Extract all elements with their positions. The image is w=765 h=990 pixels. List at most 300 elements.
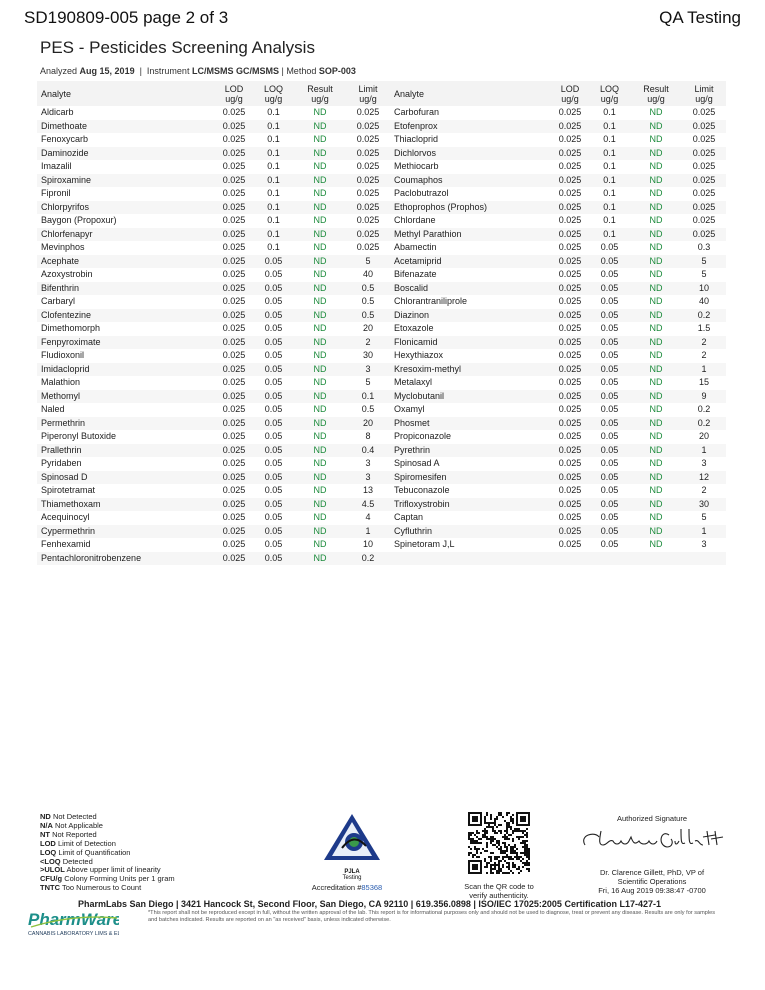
cell-limit: 2: [346, 336, 390, 350]
cell-loq: 0.05: [253, 363, 294, 377]
cell-lod: 0.025: [222, 539, 246, 549]
cell-limit: 0.025: [346, 201, 390, 215]
table-row: [37, 511, 726, 525]
table-row: [37, 282, 726, 296]
page-title: PES - Pesticides Screening Analysis: [40, 38, 315, 57]
cell-loq: 0.05: [589, 282, 630, 296]
cell-result: ND: [649, 215, 663, 225]
cell-loq: 0.1: [603, 215, 616, 225]
table-row: [37, 390, 726, 404]
table-row: [37, 484, 726, 498]
report-id: SD190809-005 page 2 of 3: [24, 8, 229, 27]
cell-loq: 0.1: [603, 188, 616, 198]
cell-loq: 0.05: [264, 539, 283, 549]
legend-item: LOQ Limit of Quantification: [40, 847, 131, 857]
cell-limit: 12: [682, 471, 726, 485]
cell-analyte: Metalaxyl: [394, 377, 433, 387]
cell-result: ND: [294, 309, 346, 323]
cell-analyte: Spiroxamine: [37, 174, 215, 188]
cell-result: ND: [313, 107, 327, 117]
table-row: [37, 201, 726, 215]
cell-analyte: Myclobutanil: [390, 390, 551, 404]
cell-limit: 0.2: [346, 552, 390, 566]
cell-result: ND: [313, 458, 327, 468]
col-analyte: Analyte: [37, 81, 215, 106]
cell-loq: 0.1: [253, 174, 294, 188]
lab-name: QA Testing: [659, 8, 741, 27]
cell-limit: 0.025: [682, 228, 726, 242]
cell-limit: 0.025: [346, 120, 390, 134]
table-row: [37, 471, 726, 485]
cell-loq: 0.05: [253, 498, 294, 512]
cell-lod: 0.025: [558, 242, 582, 252]
cell-lod: 0.025: [551, 255, 589, 269]
cell-result: ND: [313, 269, 327, 279]
cell-result: ND: [649, 377, 663, 387]
cell-lod: 0.025: [551, 417, 589, 431]
analyzed-date: Aug 15, 2019: [79, 66, 135, 76]
cell-analyte: Hexythiazox: [394, 350, 444, 360]
table-row: [37, 228, 726, 242]
qr-block: [458, 812, 540, 900]
pharmware-logo: [27, 906, 119, 943]
cell-loq: 0.05: [600, 323, 619, 333]
cell-limit: 0.025: [346, 147, 390, 161]
cell-lod: 0.025: [551, 147, 589, 161]
cell-limit: 0.025: [346, 174, 390, 188]
cell-limit: 5: [346, 255, 390, 269]
cell-lod: 0.025: [558, 296, 582, 306]
cell-loq: 0.05: [600, 269, 619, 279]
cell-analyte: Spirotetramat: [41, 485, 96, 495]
cell-analyte: Etoxazole: [394, 323, 434, 333]
cell-analyte: Carbaryl: [41, 296, 76, 306]
cell-analyte: Pyridaben: [41, 458, 82, 468]
cell-limit: 5: [701, 512, 707, 522]
cell-limit: 0.025: [346, 228, 390, 242]
cell-limit: 0.2: [697, 404, 711, 414]
cell-result: ND: [649, 242, 663, 252]
cell-limit: 5: [365, 377, 371, 387]
col-limit: Limit ug/g: [346, 81, 390, 106]
cell-analyte: Daminozide: [37, 147, 215, 161]
cell-loq: 0.1: [267, 215, 280, 225]
cell-result: ND: [294, 228, 346, 242]
cell-analyte: Methomyl: [37, 390, 215, 404]
cell-limit: 20: [346, 417, 390, 431]
cell-limit: 3: [701, 539, 707, 549]
cell-lod: 0.025: [215, 309, 253, 323]
cell-limit: 0.025: [682, 120, 726, 134]
cell-analyte: Fenhexamid: [41, 539, 91, 549]
cell-lod: 0.025: [551, 471, 589, 485]
cell-lod: 0.025: [222, 458, 246, 468]
cell-limit: 0.025: [356, 215, 380, 225]
cell-analyte: [390, 552, 551, 566]
pjla-sub: Testing: [342, 875, 362, 881]
cell-result: ND: [294, 525, 346, 539]
cell-result: ND: [313, 296, 327, 306]
table-row: [37, 187, 726, 201]
cell-analyte: Carbofuran: [394, 107, 440, 117]
cell-lod: 0.025: [222, 161, 246, 171]
cell-analyte: Kresoxim-methyl: [390, 363, 551, 377]
cell-analyte: Bifenthrin: [37, 282, 215, 296]
cell-result: ND: [649, 296, 663, 306]
legend-item: >ULOL Above upper limit of linearity: [40, 865, 161, 875]
cell-analyte: Thiacloprid: [394, 134, 439, 144]
cell-limit: 0.025: [356, 134, 380, 144]
cell-loq: 0.05: [600, 377, 619, 387]
cell-loq: 0.05: [253, 336, 294, 350]
cell-loq: 0.05: [600, 431, 619, 441]
cell-analyte: Fludioxonil: [41, 350, 85, 360]
cell-limit: 8: [365, 431, 371, 441]
cell-analyte: Etofenprox: [390, 120, 551, 134]
cell-result: ND: [649, 404, 663, 414]
svg-text:PharmWare: PharmWare: [28, 910, 119, 929]
cell-loq: 0.1: [589, 147, 630, 161]
cell-loq: 0.1: [589, 174, 630, 188]
cell-analyte: Diazinon: [390, 309, 551, 323]
cell-analyte: Imazalil: [41, 161, 72, 171]
cell-lod: 0.025: [215, 498, 253, 512]
cell-analyte: Aldicarb: [41, 107, 74, 117]
cell-limit: 5: [701, 269, 707, 279]
cell-limit: 10: [362, 539, 373, 549]
cell-lod: 0.025: [558, 269, 582, 279]
cell-analyte: Paclobutrazol: [394, 188, 449, 198]
cell-limit: 0.2: [682, 309, 726, 323]
cell-lod: 0.025: [558, 431, 582, 441]
cell-result: ND: [313, 539, 327, 549]
cell-loq: 0.05: [253, 255, 294, 269]
table-row: [37, 525, 726, 539]
cell-analyte: Dimethoate: [37, 120, 215, 134]
cell-result: ND: [649, 269, 663, 279]
signature-block: [572, 814, 732, 895]
table-row: [37, 295, 726, 309]
cell-loq: 0.05: [253, 552, 294, 566]
table-row: [37, 106, 726, 120]
cell-limit: 0.5: [346, 309, 390, 323]
cell-limit: [682, 552, 726, 566]
qr-code-icon[interactable]: [468, 812, 530, 874]
cell-result: ND: [630, 525, 682, 539]
cell-result: ND: [630, 255, 682, 269]
cell-loq: 0.1: [603, 107, 616, 117]
cell-lod: 0.025: [222, 350, 246, 360]
cell-loq: 0.05: [589, 390, 630, 404]
cell-loq: 0.05: [600, 404, 619, 414]
cell-limit: 1: [346, 525, 390, 539]
cell-result: ND: [294, 120, 346, 134]
cell-limit: 4.5: [346, 498, 390, 512]
cell-limit: 0.025: [356, 188, 380, 198]
cell-lod: 0.025: [558, 215, 582, 225]
table-row: [37, 133, 726, 147]
cell-lod: 0.025: [215, 525, 253, 539]
cell-lod: 0.025: [222, 512, 246, 522]
cell-limit: 2: [701, 350, 707, 360]
cell-analyte: Fipronil: [41, 188, 71, 198]
cell-loq: 0.05: [589, 471, 630, 485]
cell-analyte: Cyfluthrin: [390, 525, 551, 539]
cell-limit: 0.025: [682, 201, 726, 215]
cell-lod: 0.025: [222, 134, 246, 144]
cell-lod: 0.025: [551, 390, 589, 404]
cell-lod: 0.025: [551, 444, 589, 458]
cell-analyte: Oxamyl: [394, 404, 425, 414]
cell-analyte: Thiamethoxam: [37, 498, 215, 512]
cell-lod: 0.025: [558, 539, 582, 549]
cell-limit: 9: [682, 390, 726, 404]
col-lod: LOD ug/g: [215, 81, 253, 106]
cell-result: ND: [630, 498, 682, 512]
cell-result: ND: [649, 134, 663, 144]
cell-result: ND: [313, 242, 327, 252]
cell-loq: 0.05: [589, 336, 630, 350]
col-analyte-2: Analyte: [390, 81, 551, 106]
cell-lod: 0.025: [551, 174, 589, 188]
cell-loq: 0.05: [253, 417, 294, 431]
cell-analyte: Tebuconazole: [394, 485, 450, 495]
cell-loq: 0.05: [600, 485, 619, 495]
cell-analyte: Coumaphos: [390, 174, 551, 188]
cell-limit: 0.3: [697, 242, 711, 252]
cell-analyte: Flonicamid: [390, 336, 551, 350]
cell-loq: 0.05: [264, 431, 283, 441]
cell-result: ND: [649, 107, 663, 117]
cell-result: ND: [294, 201, 346, 215]
cell-loq: 0.05: [600, 512, 619, 522]
cell-limit: 0.5: [346, 282, 390, 296]
cell-result: ND: [630, 309, 682, 323]
cell-loq: 0.05: [264, 350, 283, 360]
cell-limit: 0.025: [682, 174, 726, 188]
cell-analyte: Prallethrin: [37, 444, 215, 458]
table-header-row: [37, 81, 726, 106]
col-loq-2: LOQ ug/g: [589, 81, 630, 106]
cell-lod: 0.025: [222, 404, 246, 414]
cell-result: ND: [630, 417, 682, 431]
cell-loq: 0.1: [589, 228, 630, 242]
cell-loq: 0.05: [264, 296, 283, 306]
cell-loq: 0.1: [267, 107, 280, 117]
cell-result: ND: [313, 188, 327, 198]
lab-address: PharmLabs San Diego | 3421 Hancock St, Second Floor, San Diego, CA 92110 | 619.356.0898 | ISO/IEC 17025:2005 Certification L17-427-1: [78, 899, 661, 909]
cell-result: ND: [313, 350, 327, 360]
cell-result: ND: [313, 215, 327, 225]
cell-loq: 0.1: [267, 188, 280, 198]
cell-analyte: Fenoxycarb: [41, 134, 89, 144]
analysis-meta: Analyzed Aug 15, 2019 | Instrument LC/MSMS GC/MSMS | Method SOP-003: [40, 66, 356, 76]
cell-result: ND: [313, 431, 327, 441]
cell-lod: 0.025: [215, 363, 253, 377]
cell-limit: 20: [362, 323, 373, 333]
cell-lod: 0.025: [551, 201, 589, 215]
cell-loq: 0.05: [589, 363, 630, 377]
cell-analyte: Mevinphos: [41, 242, 85, 252]
table-row: [37, 538, 726, 552]
cell-loq: 0.05: [589, 417, 630, 431]
cell-loq: 0.05: [253, 525, 294, 539]
cell-limit: 1.5: [697, 323, 711, 333]
cell-lod: 0.025: [551, 228, 589, 242]
signature-label: Authorized Signature: [616, 814, 688, 823]
cell-analyte: Boscalid: [390, 282, 551, 296]
cell-limit: 40: [698, 296, 709, 306]
cell-lod: 0.025: [558, 188, 582, 198]
accreditation-number: Accreditation #85368: [311, 883, 383, 892]
cell-limit: 30: [362, 350, 373, 360]
legend-item: NT Not Reported: [40, 829, 97, 839]
cell-lod: 0.025: [215, 201, 253, 215]
cell-lod: 0.025: [215, 147, 253, 161]
cell-analyte: Permethrin: [37, 417, 215, 431]
cell-loq: 0.1: [589, 201, 630, 215]
cell-loq: 0.1: [253, 228, 294, 242]
legend-item: <LOQ Detected: [40, 856, 93, 866]
cell-analyte: Propiconazole: [394, 431, 452, 441]
cell-limit: 10: [682, 282, 726, 296]
cell-result: ND: [294, 282, 346, 296]
cell-result: ND: [630, 390, 682, 404]
cell-limit: 0.025: [682, 147, 726, 161]
cell-lod: 0.025: [558, 323, 582, 333]
cell-loq: 0.05: [264, 404, 283, 414]
instrument-label: Instrument: [146, 66, 190, 76]
results-table: [37, 81, 726, 565]
method-label: Method: [286, 66, 317, 76]
cell-result: ND: [294, 390, 346, 404]
cell-result: ND: [313, 134, 327, 144]
cell-lod: 0.025: [222, 269, 246, 279]
cell-lod: [551, 552, 589, 566]
cell-loq: 0.05: [264, 269, 283, 279]
cell-lod: 0.025: [558, 404, 582, 414]
table-row: [37, 457, 726, 471]
cell-analyte: Pentachloronitrobenzene: [37, 552, 215, 566]
cell-limit: 0.025: [692, 215, 716, 225]
cell-result: ND: [294, 174, 346, 188]
cell-lod: 0.025: [222, 485, 246, 495]
cell-limit: 0.5: [361, 404, 375, 414]
table-row: [37, 241, 726, 255]
table-row: [37, 552, 726, 566]
results-body: [37, 106, 726, 565]
cell-limit: 13: [362, 485, 373, 495]
cell-analyte: Baygon (Propoxur): [41, 215, 117, 225]
method-value: SOP-003: [318, 66, 356, 76]
cell-loq: 0.05: [253, 390, 294, 404]
cell-loq: 0.1: [253, 147, 294, 161]
table-row: [37, 147, 726, 161]
cell-loq: 0.05: [264, 458, 283, 468]
cell-result: ND: [313, 161, 327, 171]
cell-analyte: Spinetoram J,L: [394, 539, 455, 549]
cell-analyte: Ethoprophos (Prophos): [390, 201, 551, 215]
cell-result: ND: [630, 174, 682, 188]
legend-item: ND Not Detected: [40, 812, 97, 821]
cell-lod: 0.025: [222, 323, 246, 333]
cell-loq: 0.05: [589, 255, 630, 269]
cell-loq: 0.05: [264, 512, 283, 522]
col-loq: LOQ ug/g: [253, 81, 294, 106]
cell-loq: 0.05: [600, 458, 619, 468]
cell-result: ND: [649, 188, 663, 198]
cell-lod: 0.025: [551, 525, 589, 539]
cell-loq: 0.05: [253, 309, 294, 323]
cell-limit: 0.1: [346, 390, 390, 404]
cell-result: ND: [649, 350, 663, 360]
cell-result: ND: [294, 498, 346, 512]
cell-lod: 0.025: [551, 120, 589, 134]
cell-limit: 3: [346, 471, 390, 485]
cell-analyte: Spinosad D: [37, 471, 215, 485]
cell-loq: 0.1: [253, 120, 294, 134]
cell-result: ND: [294, 552, 346, 566]
cell-result: ND: [649, 485, 663, 495]
cell-limit: 2: [701, 485, 707, 495]
cell-limit: 0.025: [692, 134, 716, 144]
table-row: [37, 336, 726, 350]
signer-info: Dr. Clarence Gillett, PhD, VP of Scientific Operations Fri, 16 Aug 2019 09:38:47 -0700: [598, 868, 706, 895]
cell-analyte: Captan: [394, 512, 424, 522]
cell-limit: 5: [682, 255, 726, 269]
col-result: Result ug/g: [294, 81, 346, 106]
cell-lod: 0.025: [215, 228, 253, 242]
cell-lod: 0.025: [558, 512, 582, 522]
cell-result: ND: [294, 471, 346, 485]
cell-limit: 0.025: [356, 242, 380, 252]
cell-analyte: Trifloxystrobin: [390, 498, 551, 512]
cell-loq: 0.05: [253, 444, 294, 458]
table-row: [37, 120, 726, 134]
cell-lod: 0.025: [551, 336, 589, 350]
cell-loq: 0.1: [267, 242, 280, 252]
cell-loq: 0.1: [267, 161, 280, 171]
cell-lod: 0.025: [215, 417, 253, 431]
cell-lod: 0.025: [215, 552, 253, 566]
cell-lod: 0.025: [551, 363, 589, 377]
cell-lod: 0.025: [222, 431, 246, 441]
pjla-logo-icon: [320, 812, 384, 864]
cell-analyte: Dichlorvos: [390, 147, 551, 161]
cell-analyte: Abamectin: [394, 242, 437, 252]
cell-result: ND: [294, 417, 346, 431]
cell-result: ND: [630, 147, 682, 161]
table-row: [37, 444, 726, 458]
cell-result: ND: [630, 471, 682, 485]
table-row: [37, 498, 726, 512]
cell-result: ND: [649, 161, 663, 171]
cell-lod: 0.025: [215, 444, 253, 458]
cell-result: ND: [649, 323, 663, 333]
cell-limit: 4: [365, 512, 371, 522]
cell-loq: 0.05: [253, 282, 294, 296]
cell-lod: 0.025: [215, 336, 253, 350]
cell-lod: 0.025: [222, 107, 246, 117]
cell-result: ND: [649, 512, 663, 522]
legend-item: LOD Limit of Detection: [40, 838, 116, 848]
cell-analyte: Acetamiprid: [390, 255, 551, 269]
cell-result: ND: [313, 323, 327, 333]
pjla-text: PJLA: [344, 869, 360, 875]
table-row: [37, 376, 726, 390]
cell-loq: 0.05: [600, 296, 619, 306]
qr-caption: Scan the QR code to verify authenticity.: [464, 882, 534, 900]
